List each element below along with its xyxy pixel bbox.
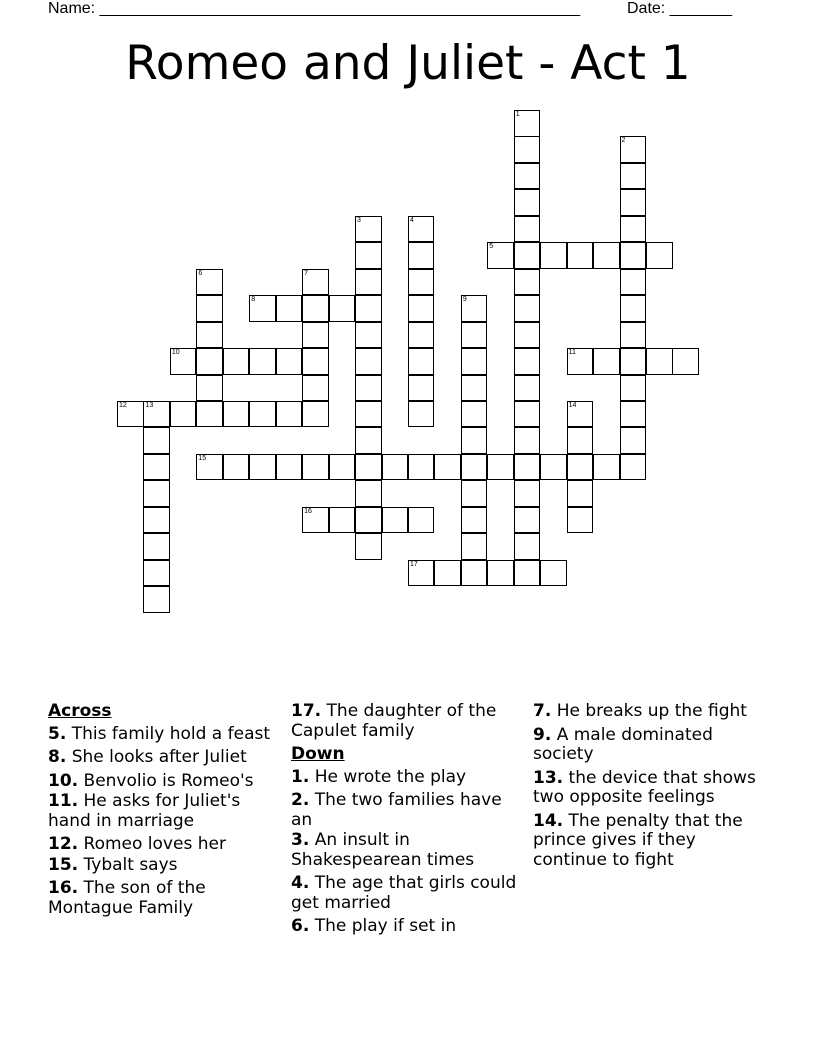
cell-number: 1 (515, 111, 520, 118)
across-clue (48, 725, 273, 745)
crossword-cell[interactable] (408, 269, 435, 296)
clue-text: Benvolio is Romeo's (78, 770, 254, 791)
crossword-cell[interactable] (408, 560, 435, 587)
crossword-cell[interactable] (620, 136, 647, 163)
crossword-cell[interactable] (646, 242, 673, 269)
clue-number: 14. (533, 810, 564, 831)
crossword-cell[interactable] (514, 269, 541, 296)
down-clue (291, 768, 521, 788)
clue-text: The two families have an (291, 790, 502, 830)
crossword-cell[interactable] (355, 533, 382, 560)
down-clue (533, 812, 768, 871)
crossword-cell[interactable] (249, 401, 276, 428)
cell-number: 15 (198, 454, 207, 462)
clue-text: Romeo loves her (78, 834, 226, 854)
clue-text: The penalty that the prince gives if they continue to fight (533, 810, 743, 870)
clue-number: 12. (48, 834, 79, 854)
clue-number: 6. (291, 916, 310, 936)
crossword-cell[interactable] (302, 454, 329, 481)
crossword-cell[interactable] (672, 348, 699, 375)
across-clue (48, 772, 273, 792)
crossword-cell[interactable] (461, 401, 488, 428)
crossword-cell[interactable] (514, 348, 541, 375)
crossword-cell[interactable] (302, 401, 329, 428)
clue-number: 11. (48, 791, 79, 811)
crossword-cell[interactable] (593, 242, 620, 269)
crossword-cell[interactable] (382, 507, 409, 534)
down-clue (533, 702, 768, 722)
crossword-cell[interactable] (567, 427, 594, 454)
crossword-cell[interactable] (355, 401, 382, 428)
crossword-cell[interactable] (117, 401, 144, 428)
crossword-cell[interactable] (567, 401, 594, 428)
crossword-cell[interactable] (143, 586, 170, 613)
clue-number: 5. (48, 723, 67, 744)
crossword-cell[interactable] (196, 348, 223, 375)
crossword-cell[interactable] (514, 163, 541, 190)
cell-number: 2 (621, 137, 626, 145)
crossword-cell[interactable] (408, 242, 435, 269)
clue-text: the device that shows two opposite feelings (533, 767, 756, 807)
crossword-cell[interactable] (302, 269, 329, 296)
crossword-cell[interactable] (276, 348, 303, 375)
crossword-cell[interactable] (567, 454, 594, 481)
crossword-cell[interactable] (355, 216, 382, 243)
down-clue (291, 917, 521, 937)
cell-number: 10 (171, 349, 180, 357)
crossword-cell[interactable] (567, 507, 594, 534)
crossword-cell[interactable] (143, 480, 170, 507)
clue-number: 17. (291, 701, 322, 721)
down-clue (291, 791, 521, 830)
crossword-cell[interactable] (620, 216, 647, 243)
clue-text: This family hold a feast (66, 723, 271, 744)
crossword-cell[interactable] (355, 375, 382, 402)
down-clue (533, 726, 768, 765)
cell-number: 17 (409, 560, 418, 568)
crossword-cell[interactable] (540, 560, 567, 587)
across-clue (48, 856, 273, 876)
crossword-cell[interactable] (514, 533, 541, 560)
clue-text: He breaks up the fight (551, 701, 747, 721)
crossword-cell[interactable] (143, 560, 170, 587)
crossword-cell[interactable] (620, 427, 647, 454)
crossword-cell[interactable] (408, 348, 435, 375)
crossword-cell[interactable] (514, 242, 541, 269)
down-clue (533, 769, 768, 808)
crossword-cell[interactable] (355, 454, 382, 481)
clue-number: 2. (291, 790, 310, 810)
crossword-cell[interactable] (143, 401, 170, 428)
crossword-cell[interactable] (620, 269, 647, 296)
crossword-cell[interactable] (408, 454, 435, 481)
crossword-cell[interactable] (620, 295, 647, 322)
crossword-cell[interactable] (514, 295, 541, 322)
crossword-cell[interactable] (355, 242, 382, 269)
crossword-cell[interactable] (461, 454, 488, 481)
clue-number: 9. (533, 724, 552, 745)
crossword-cell[interactable] (620, 163, 647, 190)
date-field[interactable]: Date: _______ (627, 0, 732, 17)
crossword-cell[interactable] (302, 295, 329, 322)
crossword-cell[interactable] (329, 454, 356, 481)
crossword-cell[interactable] (593, 454, 620, 481)
crossword-cell[interactable] (487, 560, 514, 587)
crossword-cell[interactable] (276, 401, 303, 428)
clue-text: The daughter of the Capulet family (291, 701, 497, 741)
clue-text: He asks for Juliet's hand in marriage (48, 791, 241, 831)
crossword-cell[interactable] (276, 454, 303, 481)
crossword-cell[interactable] (143, 533, 170, 560)
crossword-cell[interactable] (514, 507, 541, 534)
crossword-cell[interactable] (302, 322, 329, 349)
clue-text: He wrote the play (309, 766, 467, 787)
crossword-cell[interactable] (514, 216, 541, 243)
crossword-cell[interactable] (355, 480, 382, 507)
crossword-cell[interactable] (355, 348, 382, 375)
crossword-cell[interactable] (620, 348, 647, 375)
clue-number: 1. (291, 766, 310, 787)
crossword-cell[interactable] (514, 480, 541, 507)
down-clue (291, 874, 521, 913)
crossword-cell[interactable] (355, 507, 382, 534)
cell-number: 4 (409, 216, 414, 224)
crossword-cell[interactable] (461, 533, 488, 560)
cell-number: 6 (198, 269, 203, 277)
crossword-cell[interactable] (408, 507, 435, 534)
crossword-cell[interactable] (620, 454, 647, 481)
crossword-cell[interactable] (514, 322, 541, 349)
crossword-cell[interactable] (567, 348, 594, 375)
crossword-cell[interactable] (487, 242, 514, 269)
crossword-cell[interactable] (355, 322, 382, 349)
crossword-cell[interactable] (196, 295, 223, 322)
cell-number: 11 (568, 349, 576, 357)
crossword-cell[interactable] (143, 427, 170, 454)
crossword-cell[interactable] (434, 560, 461, 587)
crossword-cell[interactable] (223, 401, 250, 428)
crossword-cell[interactable] (567, 242, 594, 269)
crossword-cell[interactable] (223, 454, 250, 481)
crossword-cell[interactable] (249, 348, 276, 375)
across-clue (48, 792, 273, 831)
crossword-cell[interactable] (143, 454, 170, 481)
crossword-cell[interactable] (355, 295, 382, 322)
clue-text: She looks after Juliet (66, 747, 247, 767)
crossword-cell[interactable] (620, 401, 647, 428)
crossword-cell[interactable] (461, 295, 488, 322)
crossword-cell[interactable] (514, 110, 541, 137)
crossword-cell[interactable] (329, 295, 356, 322)
crossword-cell[interactable] (143, 507, 170, 534)
crossword-cell[interactable] (620, 189, 647, 216)
clue-text: The age that girls could get married (291, 873, 517, 913)
crossword-cell[interactable] (170, 348, 197, 375)
crossword-cell[interactable] (646, 348, 673, 375)
crossword-cell[interactable] (329, 507, 356, 534)
across-clue (48, 748, 273, 768)
crossword-cell[interactable] (302, 348, 329, 375)
crossword-cell[interactable] (196, 375, 223, 402)
cell-number: 16 (304, 507, 312, 515)
across-clue (291, 702, 521, 741)
across-clue (48, 835, 273, 855)
crossword-cell[interactable] (434, 454, 461, 481)
cell-number: 3 (357, 216, 361, 224)
crossword-cell[interactable] (408, 295, 435, 322)
cell-number: 13 (145, 401, 154, 409)
crossword-cell[interactable] (196, 269, 223, 296)
crossword-cell[interactable] (540, 242, 567, 269)
cell-number: 7 (304, 269, 309, 277)
clue-number: 4. (291, 873, 310, 893)
clue-text: The play if set in (309, 916, 457, 936)
across-heading: Across (48, 701, 112, 721)
crossword-cell[interactable] (461, 427, 488, 454)
crossword-cell[interactable] (408, 375, 435, 402)
clue-column-1 (48, 702, 273, 922)
crossword-cell[interactable] (408, 322, 435, 349)
cell-number: 14 (568, 401, 577, 409)
clue-column-3 (533, 702, 768, 874)
crossword-cell[interactable] (461, 480, 488, 507)
crossword-cell[interactable] (620, 375, 647, 402)
crossword-cell[interactable] (514, 427, 541, 454)
crossword-cell[interactable] (196, 322, 223, 349)
crossword-cell[interactable] (302, 507, 329, 534)
crossword-cell[interactable] (514, 189, 541, 216)
puzzle-title: Romeo and Juliet - Act 1 (125, 36, 691, 91)
crossword-cell[interactable] (514, 454, 541, 481)
clue-text: A male dominated society (533, 724, 713, 764)
clue-text: The son of the Montague Family (48, 878, 206, 918)
cell-number: 8 (251, 296, 256, 304)
crossword-cell[interactable] (593, 348, 620, 375)
crossword-cell[interactable] (487, 454, 514, 481)
clue-number: 7. (533, 701, 552, 721)
name-field[interactable]: Name: ______________________________________________________ (48, 0, 581, 17)
crossword-cell[interactable] (514, 401, 541, 428)
clue-column-2 (291, 702, 521, 941)
crossword-cell[interactable] (408, 216, 435, 243)
crossword-cell[interactable] (196, 454, 223, 481)
crossword-cell[interactable] (249, 295, 276, 322)
across-clue (48, 879, 273, 918)
crossword-cell[interactable] (514, 136, 541, 163)
crossword-cell[interactable] (302, 375, 329, 402)
clue-number: 10. (48, 770, 79, 791)
crossword-cell[interactable] (249, 454, 276, 481)
crossword-cell[interactable] (461, 375, 488, 402)
down-heading: Down (291, 744, 345, 764)
crossword-cell[interactable] (514, 560, 541, 587)
crossword-cell[interactable] (567, 480, 594, 507)
crossword-cell[interactable] (461, 507, 488, 534)
crossword-cell[interactable] (170, 401, 197, 428)
clue-number: 3. (291, 830, 310, 850)
crossword-cell[interactable] (461, 348, 488, 375)
crossword-cell[interactable] (196, 401, 223, 428)
crossword-cell[interactable] (461, 560, 488, 587)
crossword-cell[interactable] (540, 454, 567, 481)
crossword-cell[interactable] (461, 322, 488, 349)
cell-number: 12 (119, 401, 127, 409)
crossword-cell[interactable] (514, 375, 541, 402)
cell-number: 5 (489, 243, 494, 251)
crossword-cell[interactable] (355, 269, 382, 296)
crossword-cell[interactable] (382, 454, 409, 481)
crossword-cell[interactable] (408, 401, 435, 428)
clue-number: 8. (48, 747, 67, 767)
crossword-cell[interactable] (223, 348, 250, 375)
crossword-cell[interactable] (276, 295, 303, 322)
clue-number: 15. (48, 854, 79, 875)
crossword-cell[interactable] (620, 242, 647, 269)
cell-number: 9 (462, 296, 467, 304)
crossword-cell[interactable] (355, 427, 382, 454)
crossword-cell[interactable] (620, 322, 647, 349)
down-clue (291, 831, 521, 870)
clue-number: 16. (48, 878, 79, 898)
clue-number: 13. (533, 767, 564, 788)
clue-text: Tybalt says (78, 854, 178, 875)
clue-text: An insult in Shakespearean times (291, 830, 475, 870)
